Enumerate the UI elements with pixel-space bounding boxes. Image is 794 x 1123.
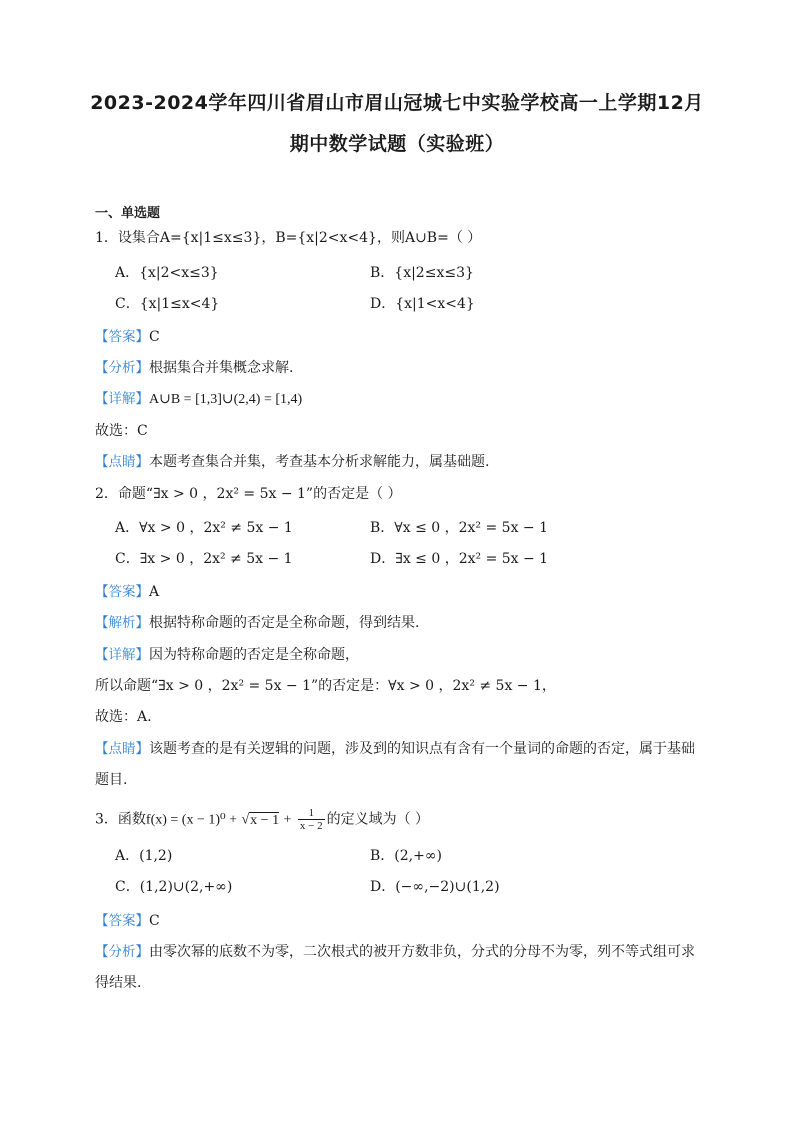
q2-option-b: B．∀x ≤ 0 ，2x² = 5x − 1 <box>370 520 549 536</box>
q2-option-c: C．∃x > 0 ，2x² ≠ 5x − 1 <box>115 551 293 567</box>
q2-analysis-text: 根据特称命题的否定是全称命题，得到结果. <box>149 615 420 631</box>
q3-fraction-denominator: x − 2 <box>299 820 323 832</box>
q1-comment <box>95 453 489 471</box>
analysis-tag: 【分析】 <box>95 944 149 960</box>
q1-option-d: D．{x|1<x<4} <box>370 296 475 312</box>
page-title-line-2: 期中数学试题（实验班） <box>289 133 505 155</box>
q2-analysis <box>95 614 419 632</box>
q3-stem <box>95 807 429 832</box>
q3-option-c: C．(1,2)∪(2,+∞) <box>115 879 233 895</box>
q3-sqrt-radicand: x − 1 <box>250 812 280 828</box>
q2-answer <box>95 583 159 601</box>
q3-plus: + <box>283 812 292 828</box>
q1-option-a: A．{x|2<x≤3} <box>115 265 219 281</box>
q2-choice: 故选：A. <box>95 709 152 725</box>
analysis-tag: 【解析】 <box>95 615 149 631</box>
q3-option-a: A．(1,2) <box>115 848 173 864</box>
q1-stem: 1．设集合A={x|1≤x≤3}，B={x|2<x<4}，则A∪B=（ ） <box>95 230 482 246</box>
comment-tag: 【点睛】 <box>95 454 149 470</box>
section-heading: 一、单选题 <box>95 206 161 221</box>
q2-comment-cont: 题目. <box>95 772 128 788</box>
q1-choice: 故选：C <box>95 423 148 439</box>
q1-answer-value: C <box>149 329 160 345</box>
analysis-tag: 【分析】 <box>95 360 149 376</box>
q3-analysis-text: 由零次幂的底数不为零，二次根式的被开方数非负，分式的分母不为零，列不等式组可求 <box>149 944 695 960</box>
q3-analysis <box>95 943 695 961</box>
q2-stem: 2．命题“∃x > 0 ，2x² = 5x − 1”的否定是（ ） <box>95 486 402 502</box>
q1-analysis-text: 根据集合并集概念求解. <box>149 360 294 376</box>
detail-tag: 【详解】 <box>95 391 149 407</box>
q2-option-a: A．∀x > 0 ，2x² ≠ 5x − 1 <box>115 520 293 536</box>
q3-sqrt-sign: √ <box>241 812 250 828</box>
q3-analysis-cont: 得结果. <box>95 975 142 991</box>
answer-tag: 【答案】 <box>95 913 149 929</box>
q1-option-c: C．{x|1≤x<4} <box>115 296 220 312</box>
q3-answer <box>95 912 160 930</box>
q1-analysis <box>95 359 293 377</box>
detail-tag: 【详解】 <box>95 647 149 663</box>
q1-answer <box>95 328 160 346</box>
answer-tag: 【答案】 <box>95 329 149 345</box>
q2-option-d: D．∃x ≤ 0 ，2x² = 5x − 1 <box>370 551 549 567</box>
q2-detail-text: 因为特称命题的否定是全称命题， <box>149 647 359 663</box>
q2-detail <box>95 646 359 664</box>
q3-answer-value: C <box>149 913 160 929</box>
q3-option-b: B．(2,+∞) <box>370 848 442 864</box>
q2-comment <box>95 740 695 758</box>
q3-fraction <box>298 807 325 832</box>
q2-answer-value: A <box>149 584 160 600</box>
q3-fraction-numerator: 1 <box>298 807 325 820</box>
q1-detail <box>95 390 302 409</box>
q2-detail-2: 所以命题“∃x > 0 ，2x² = 5x − 1”的否定是：∀x > 0 ，2x² ≠ 5x − 1， <box>95 678 556 694</box>
q1-comment-text: 本题考查集合并集，考查基本分析求解能力，属基础题. <box>149 454 490 470</box>
q3-option-d: D．(−∞,−2)∪(1,2) <box>370 879 500 895</box>
q3-stem-suffix: 的定义域为（ ） <box>326 811 430 828</box>
q3-function: f(x) = (x − 1)⁰ + <box>145 812 238 828</box>
page-title-line-1: 2023-2024学年四川省眉山市眉山冠城七中实验学校高一上学期12月 <box>90 92 704 114</box>
q2-comment-text: 该题考查的是有关逻辑的问题，涉及到的知识点有含有一个量词的命题的否定，属于基础 <box>149 741 695 757</box>
q1-option-b: B．{x|2≤x≤3} <box>370 265 474 281</box>
q3-stem-prefix: 3．函数 <box>95 811 146 828</box>
answer-tag: 【答案】 <box>95 584 149 600</box>
q1-detail-text: A∪B = [1,3]∪(2,4) = [1,4) <box>149 392 303 407</box>
comment-tag: 【点睛】 <box>95 741 149 757</box>
